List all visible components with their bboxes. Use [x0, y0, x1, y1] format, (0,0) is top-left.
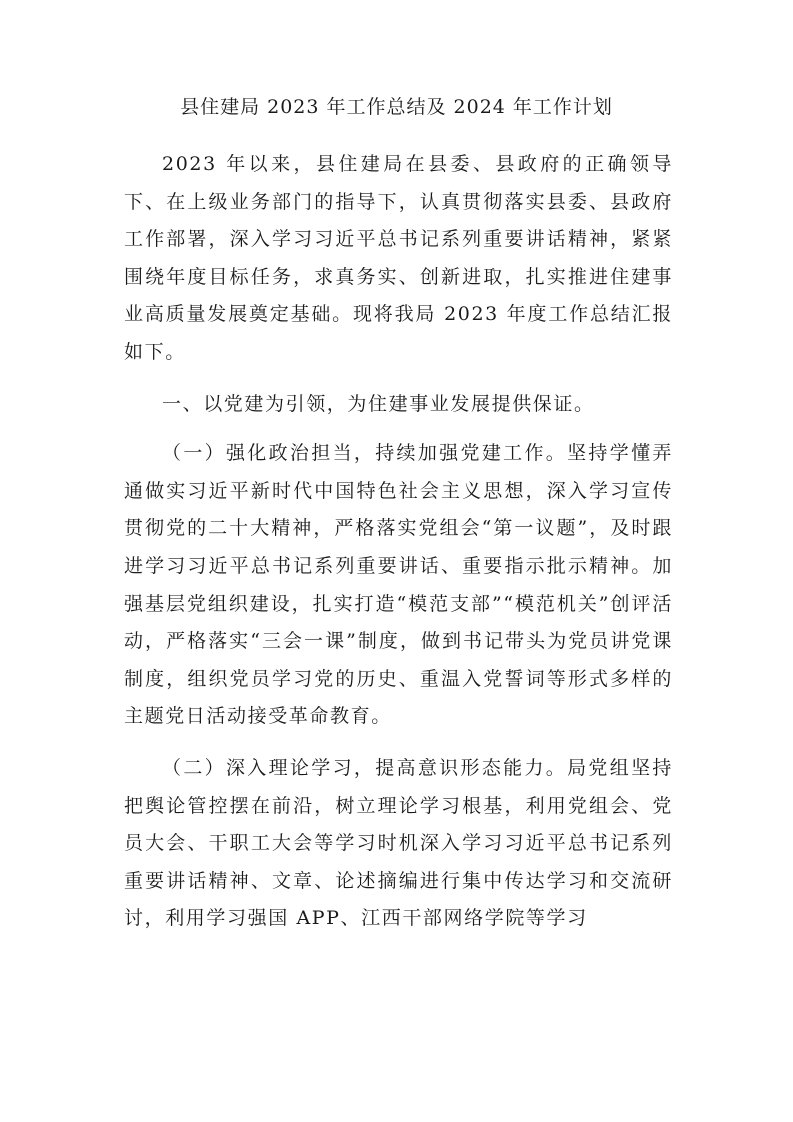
intro-paragraph: 2023 年以来，县住建局在县委、县政府的正确领导下、在上级业务部门的指导下，认真贯彻落实县委、县政府工作部署，深入学习习近平总书记系列重要讲话精神，紧紧围绕年度目标任务，求真务实、创新进取，扎实推进住建事业高质量发展奠定基础。现将我局 2023 年度工作总结汇报如下。 [124, 153, 673, 363]
subsection-paragraph-2: （二）深入理论学习，提高意识形态能力。局党组坚持把舆论管控摆在前沿，树立理论学习根基，利用党组会、党员大会、干职工大会等学习时机深入学习习近平总书记系列重要讲话精神、文章、论述摘编进行集中传达学习和交流研讨，利用学习强国 APP、江西干部网络学院等学习 [124, 756, 673, 930]
document-title: 县住建局 2023 年工作总结及 2024 年工作计划 [180, 96, 613, 118]
section-heading-1: 一、以党建为引领，为住建事业发展提供保证。 [162, 392, 595, 415]
subsection-paragraph-1: （一）强化政治担当，持续加强党建工作。坚持学懂弄通做实习近平新时代中国特色社会主义思想，深入学习宣传贯彻党的二十大精神，严格落实党组会“第一议题”，及时跟进学习习近平总书记系列重要讲话、重要指示批示精神。加强基层党组织建设，扎实打造“模范支部”“模范机关”创评活动，严格落实“三会一课”制度，做到书记带头为党员讲党课制度，组织党员学习党的历史、重温入党誓词等形式多样的主题党日活动接受革命教育。 [124, 442, 673, 728]
document-body [124, 146, 673, 938]
